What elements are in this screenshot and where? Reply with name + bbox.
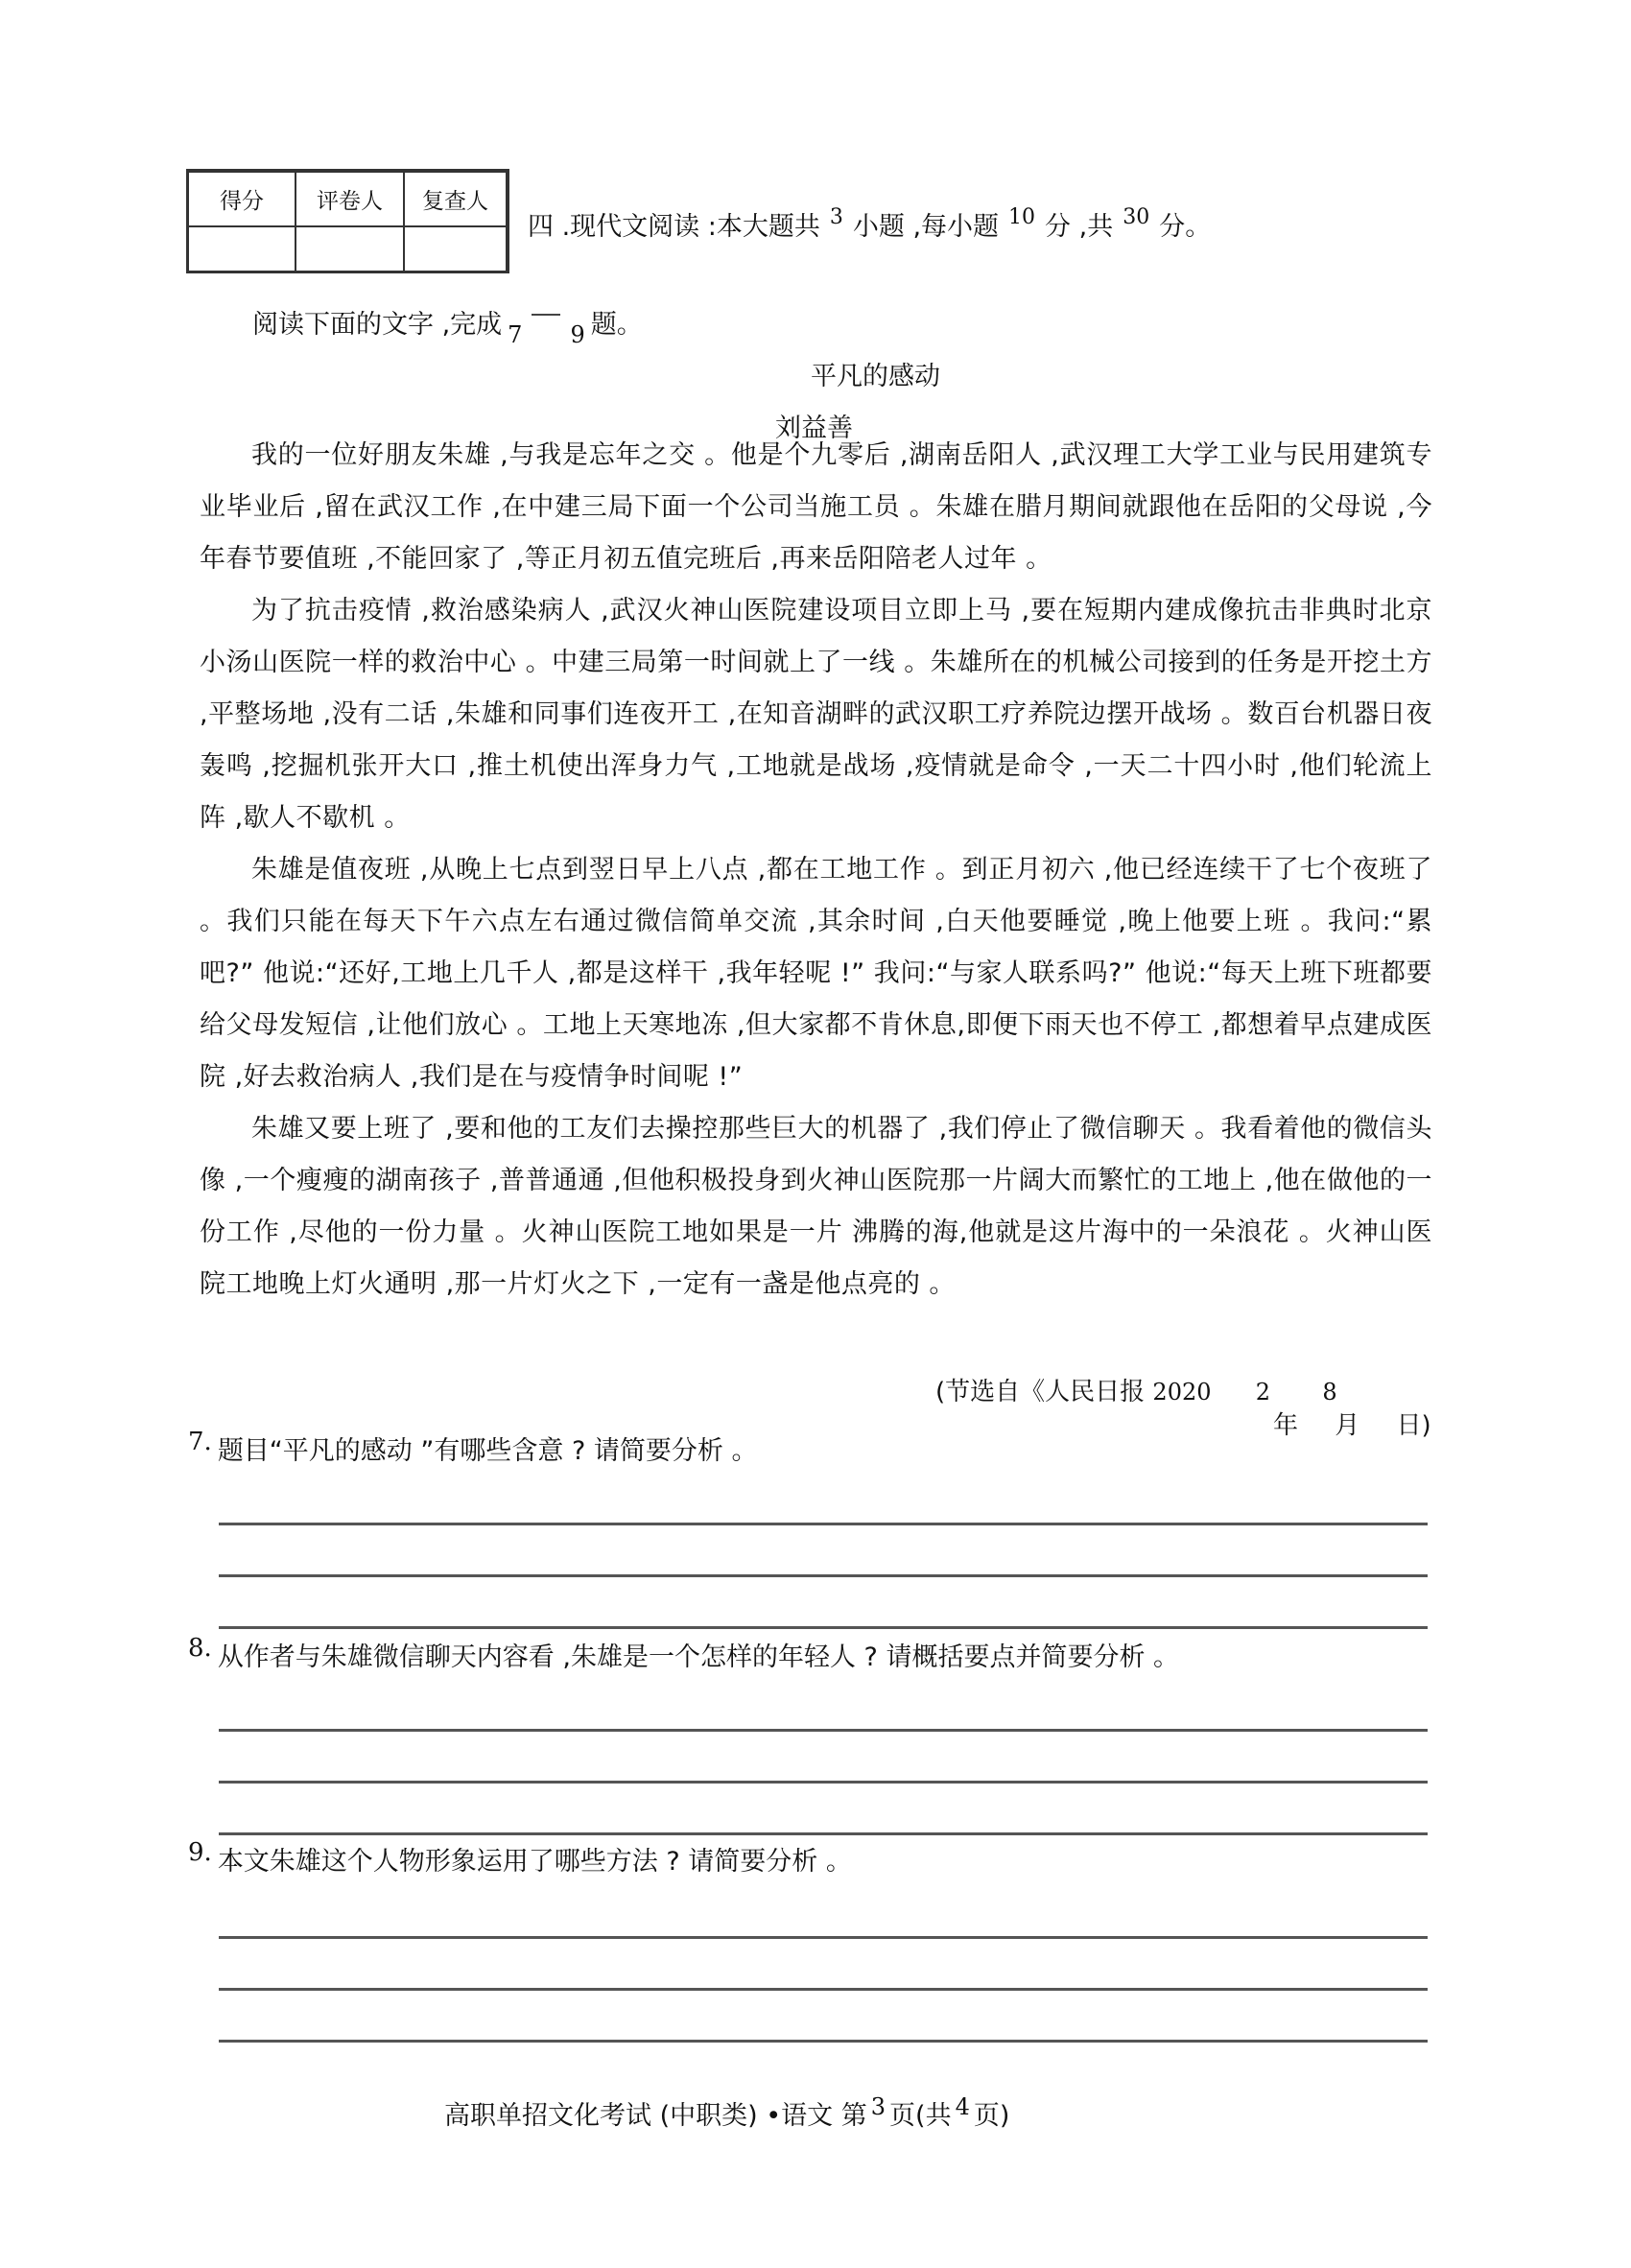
footer-mid: 页(共 [889, 2101, 952, 2131]
grader-header: 评卷人 [296, 173, 405, 227]
question-7 [188, 1429, 757, 1467]
total-pages: 4 [955, 2093, 970, 2120]
answer-line[interactable] [219, 2040, 1428, 2043]
reading-instruction [252, 303, 643, 348]
source-year: 2020 [1152, 1379, 1212, 1406]
section-mid2: 分 ,共 [1045, 212, 1114, 242]
answer-line[interactable] [219, 1574, 1428, 1577]
instruction-suffix: 题。 [590, 310, 643, 340]
article-title: 平凡的感动 [811, 362, 940, 391]
section-mid1: 小题 ,每小题 [852, 212, 1000, 242]
grader-cell [296, 227, 405, 271]
question-8 [188, 1636, 1179, 1673]
current-page: 3 [870, 2093, 886, 2120]
answer-line[interactable] [219, 1781, 1428, 1784]
score-cell [189, 227, 296, 271]
article-paragraph: 为了抗击疫情 ,救治感染病人 ,武汉火神山医院建设项目立即上马 ,要在短期内建成像抗击非典时北京小汤山医院一样的救治中心 。中建三局第一时间就上了一线 。朱雄所在的机械公司接到的任务是开挖土方 ,平整场地 ,没有二话 ,朱雄和同事们连夜开工 ,在知音湖畔的武汉职工疗养院边摆开战场 。数百台机器日夜轰鸣 ,挖掘机张开大口 ,推土机使出浑身力气 ,工地就是战场 ,疫情就是命令 ,一天二十四小时 ,他们轮流上阵 ,歇人不歇机 。 [200, 596, 1432, 833]
answer-line[interactable] [219, 1626, 1428, 1629]
article-paragraph: 朱雄是值夜班 ,从晚上七点到翌日早上八点 ,都在工地工作 。到正月初六 ,他已经连续干了七个夜班了 。我们只能在每天下午六点左右通过微信简单交流 ,其余时间 ,白天他要睡觉 ,晚上他要上班 。我问:“累吧?” 他说:“还好,工地上几千人 ,都是这样干 ,我年轻呢 !” 我问:“与家人联系吗?” 他说:“每天上班下班都要给父母发短信 ,让他们放心 。工地上天寒地冻 ,但大家都不肯休息,即便下雨天也不停工 ,都想着早点建成医院 ,好去救治病人 ,我们是在与疫情争时间呢 !” [200, 855, 1432, 1092]
section-prefix: 四 .现代文阅读 :本大题共 [528, 212, 820, 242]
article-paragraph: 我的一位好朋友朱雄 ,与我是忘年之交 。他是个九零后 ,湖南岳阳人 ,武汉理工大学工业与民用建筑专业毕业后 ,留在武汉工作 ,在中建三局下面一个公司当施工员 。朱雄在腊月期间就跟他在岳阳的父母说 ,今年春节要值班 ,不能回家了 ,等正月初五值完班后 ,再来岳阳陪老人过年 。 [200, 440, 1432, 574]
question-count: 3 [829, 205, 843, 229]
page-footer [444, 2094, 1009, 2132]
question-number: 7. [188, 1428, 212, 1456]
article-source [935, 1372, 1337, 1407]
points-each: 10 [1008, 205, 1036, 229]
section-suffix: 分。 [1159, 212, 1212, 242]
question-number: 9. [188, 1838, 212, 1867]
question-9 [188, 1840, 852, 1878]
score-header: 得分 [189, 173, 296, 227]
answer-line[interactable] [219, 1988, 1428, 1991]
question-number: 8. [188, 1634, 212, 1663]
answer-line[interactable] [219, 1729, 1428, 1732]
answer-line[interactable] [219, 1832, 1428, 1835]
question-text: 从作者与朱雄微信聊天内容看 ,朱雄是一个怎样的年轻人 ? 请概括要点并简要分析 。 [217, 1642, 1180, 1672]
question-text: 本文朱雄这个人物形象运用了哪些方法 ? 请简要分析 。 [217, 1847, 852, 1877]
reviewer-header: 复查人 [405, 173, 506, 227]
article-paragraph: 朱雄又要上班了 ,要和他的工友们去操控那些巨大的机器了 ,我们停止了微信聊天 。我看着他的微信头像 ,一个瘦瘦的湖南孩子 ,普普通通 ,但他积极投身到火神山医院那一片阔大而繁忙的工地上 ,他在做他的一份工作 ,尽他的一份力量 。火神山医院工地如果是一片 沸腾的海,他就是这片海中的一朵浪花 。火神山医院工地晚上灯火通明 ,那一片灯火之下 ,一定有一盏是他点亮的 。 [200, 1114, 1432, 1299]
answer-line[interactable] [219, 1936, 1428, 1939]
source-month: 2 [1255, 1379, 1271, 1406]
score-table [186, 169, 509, 273]
question-text: 题目“平凡的感动 ”有哪些含意 ? 请简要分析 。 [217, 1436, 758, 1466]
range-to: 9 [570, 321, 585, 348]
source-day: 8 [1322, 1379, 1337, 1406]
article-author: 刘益善 [775, 413, 853, 443]
source-prefix: (节选自《人民日报 [935, 1378, 1146, 1406]
answer-line[interactable] [219, 1523, 1428, 1525]
reviewer-cell [405, 227, 506, 271]
total-points: 30 [1123, 205, 1150, 229]
source-date-units: 年 月 日) [1273, 1411, 1431, 1440]
section-heading [528, 205, 1211, 243]
footer-suffix: 页) [973, 2101, 1010, 2131]
range-dash [532, 314, 560, 316]
instruction-prefix: 阅读下面的文字 ,完成 [252, 310, 503, 340]
footer-prefix: 高职单招文化考试 (中职类) •语文 第 [444, 2101, 867, 2131]
range-from: 7 [508, 321, 523, 348]
